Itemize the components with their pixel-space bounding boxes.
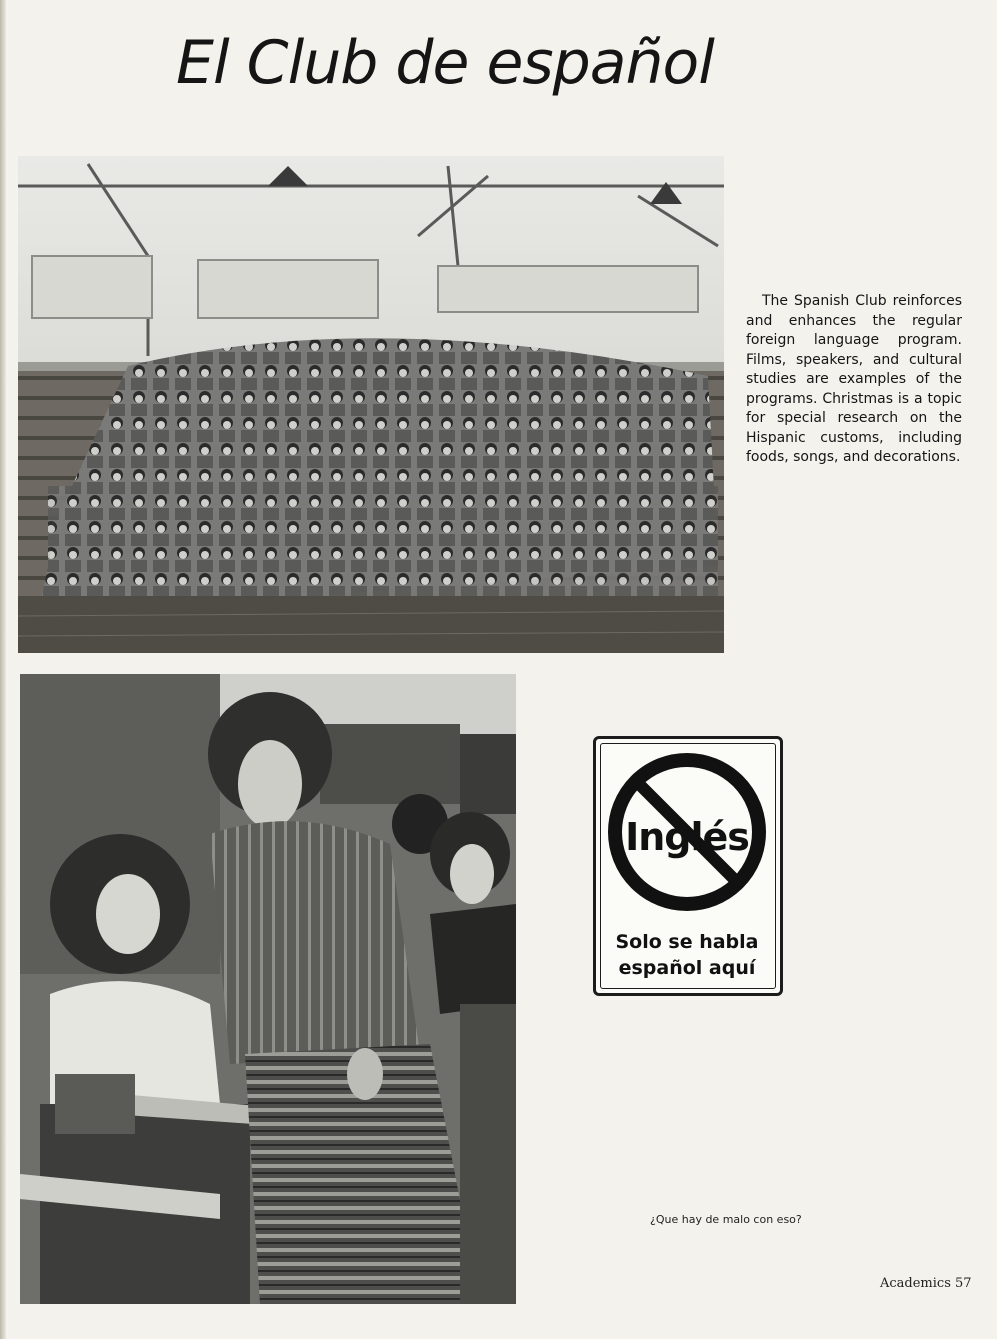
sign-crossed-word: Inglés <box>625 815 749 859</box>
club-description: The Spanish Club reinforces and enhances the regular foreign language program. Films, speakers, and cultural studies are examples of the programs. Christmas is a topic for special research on the Hispanic customs, including foods, songs, and decorations. <box>746 293 962 465</box>
group-photo-image <box>18 156 724 653</box>
no-english-sign <box>593 736 783 996</box>
sign-caption <box>596 929 778 981</box>
page-binding-edge <box>0 0 6 1339</box>
sign-caption-line1: Solo se habla <box>615 931 759 953</box>
page-title: El Club de español <box>176 28 714 98</box>
photo-caption: ¿Que hay de malo con eso? <box>650 1213 802 1226</box>
page-folio: Academics 57 <box>880 1276 972 1291</box>
classroom-photo <box>20 674 516 1304</box>
group-photo <box>18 156 724 653</box>
sign-caption-line2: español aquí <box>618 957 756 979</box>
classroom-photo-image <box>20 674 516 1304</box>
